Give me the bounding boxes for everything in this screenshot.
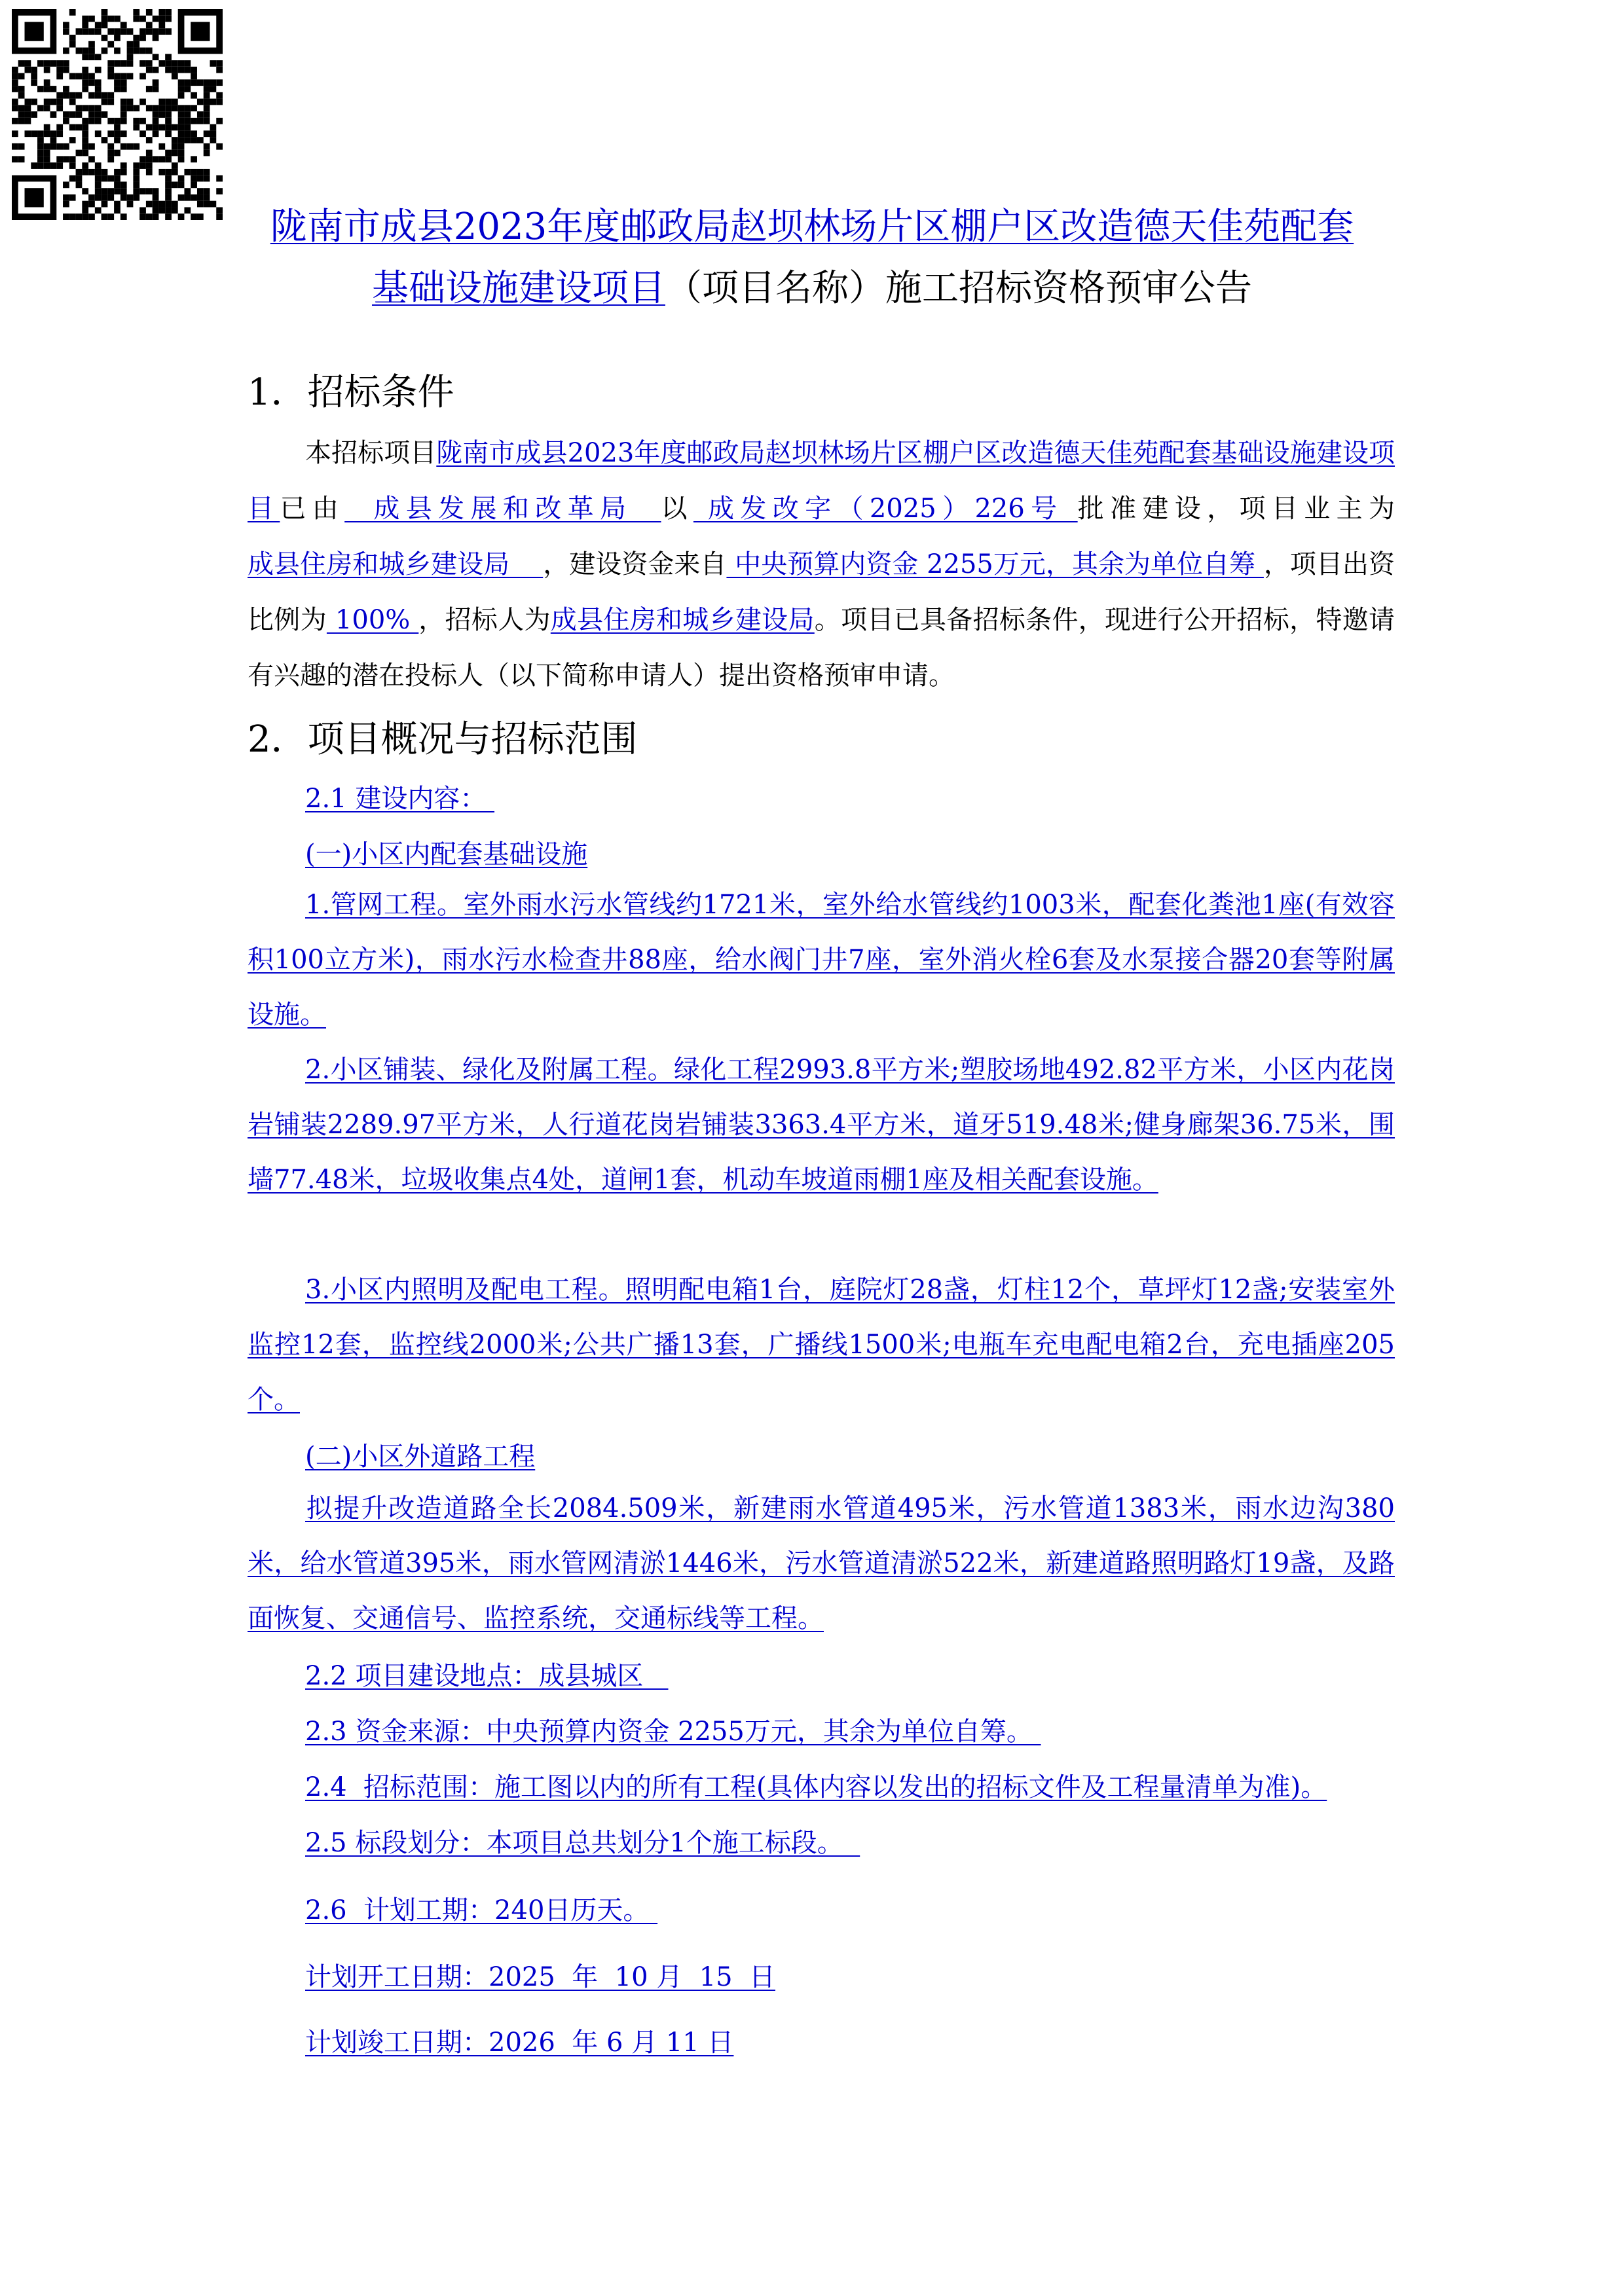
s25-link[interactable]: 2.5 标段划分：本项目总共划分1个施工标段。 <box>305 1828 860 1858</box>
approver-link[interactable]: 成县发展和改革局 <box>344 494 661 524</box>
qr-code-icon <box>12 9 223 220</box>
section1-paragraph: 本招标项目陇南市成县2023年度邮政局赵坝林场片区棚户区改造德天佳苑配套基础设施建设项目已由 成县发展和改革局 以 成发改字（2025）226号 批准建设，项目业主为成县住房和城乡建设局 ，建设资金来自 中央预算内资金 2255万元，其余为单位自筹 ，项目出资比例为 100% ，招标人为成县住房和城乡建设局。项目已具备招标条件，现进行公开招标，特邀请有兴趣的潜在投标人（以下简称申请人）提出资格预审申请。 <box>248 438 1395 691</box>
sub1-link[interactable]: (一)小区内配套基础设施 <box>305 839 588 869</box>
item1: 1.管网工程。室外雨水污水管线约1721米，室外给水管线约1003米，配套化粪池1座(有效容积100立方米)，雨水污水检查井88座，给水阀门井7座，室外消火栓6套及水泵接合器20套等附属设施。 <box>248 890 1395 1030</box>
fund-link[interactable]: 中央预算内资金 2255万元，其余为单位自筹 <box>726 549 1264 579</box>
section2-heading: 2．项目概况与招标范围 <box>248 718 638 761</box>
tenderer-link[interactable]: 成县住房和城乡建设局 <box>550 605 815 635</box>
section1-heading: 1．招标条件 <box>248 371 454 414</box>
title-line2-rest: （项目名称）施工招标资格预审公告 <box>665 267 1252 310</box>
s21-link[interactable]: 2.1 建设内容： <box>305 784 495 814</box>
s24-link[interactable]: 2.4 招标范围：施工图以内的所有工程(具体内容以发出的招标文件及工程量清单为准)。 <box>305 1772 1327 1802</box>
approval-doc-link[interactable]: 成发改字（2025）226号 <box>693 494 1078 524</box>
s23-link[interactable]: 2.3 资金来源：中央预算内资金 2255万元，其余为单位自筹。 <box>305 1717 1041 1747</box>
sub2-link[interactable]: (二)小区外道路工程 <box>305 1442 536 1472</box>
s26-link[interactable]: 2.6 计划工期：240日历天。 <box>305 1895 658 1925</box>
item3: 3.小区内照明及配电工程。照明配电箱1台，庭院灯28盏，灯柱12个，草坪灯12盏;安装室外监控12套，监控线2000米;公共广播13套，广播线1500米;电瓶车充电配电箱2台，充电插座205个。 <box>248 1275 1395 1415</box>
ratio-link[interactable]: 100% <box>326 605 419 635</box>
s22-link[interactable]: 2.2 项目建设地点：成县城区 <box>305 1661 669 1691</box>
owner-link[interactable]: 成县住房和城乡建设局 <box>248 549 544 579</box>
title-line1-link[interactable]: 陇南市成县2023年度邮政局赵坝林场片区棚户区改造德天佳苑配套 <box>270 206 1354 248</box>
page-title <box>196 196 1428 319</box>
end-date-link[interactable]: 计划竣工日期：2026 年 6 月 11 日 <box>305 2028 734 2058</box>
project-name-link[interactable]: 陇南市成县2023年度邮政局赵坝林场片区棚户区改造德天佳苑配套基础设施建设项目 <box>248 438 1395 524</box>
item2: 2.小区铺装、绿化及附属工程。绿化工程2993.8平方米;塑胶场地492.82平方米，小区内花岗岩铺装2289.97平方米，人行道花岗岩铺装3363.4平方米，道牙519.48米;健身廊架36.75米，围墙77.48米，垃圾收集点4处，道闸1套，机动车坡道雨棚1座及相关配套设施。 <box>248 1055 1395 1195</box>
title-line2-link[interactable]: 基础设施建设项目 <box>372 267 665 310</box>
item4: 拟提升改造道路全长2084.509米，新建雨水管道495米，污水管道1383米，雨水边沟380米，给水管道395米，雨水管网清淤1446米，污水管道清淤522米，新建道路照明路灯19盏，及路面恢复、交通信号、监控系统，交通标线等工程。 <box>248 1493 1395 1633</box>
start-date-link[interactable]: 计划开工日期：2025 年 10 月 15 日 <box>305 1962 776 1992</box>
